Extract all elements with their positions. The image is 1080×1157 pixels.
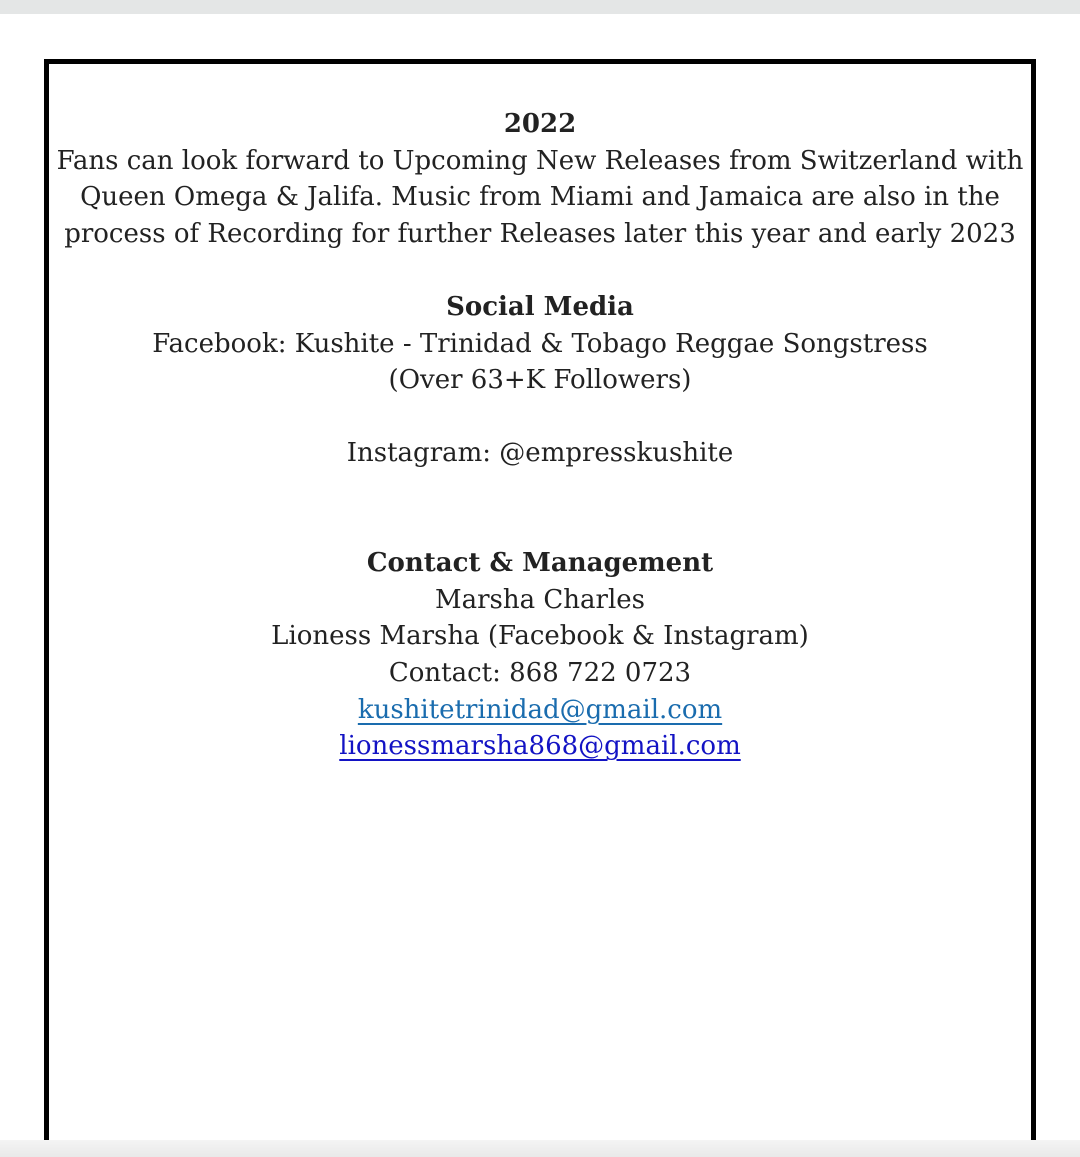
followers-line: (Over 63+K Followers) <box>388 365 692 396</box>
facebook-line: Facebook: Kushite - Trinidad & Tobago Reggae Songstress <box>152 328 928 359</box>
top-strip <box>0 0 1080 14</box>
contact-title: Contact & Management <box>366 548 714 579</box>
section-2022-title: 2022 <box>503 109 577 139</box>
section-2022-line-2: Queen Omega & Jalifa. Music from Miami and Jamaica are also in the <box>80 182 1000 213</box>
contact-name: Marsha Charles <box>434 584 646 615</box>
spacer <box>49 399 1031 436</box>
section-2022-line-1: Fans can look forward to Upcoming New Releases from Switzerland with <box>56 145 1024 176</box>
bottom-shade <box>0 1140 1080 1157</box>
email-link-lioness[interactable]: lionessmarsha868@gmail.com <box>339 731 741 762</box>
spacer <box>49 472 1031 545</box>
email-link-kushite[interactable]: kushitetrinidad@gmail.com <box>357 694 723 725</box>
document-content <box>49 106 1031 765</box>
section-2022-line-3: process of Recording for further Releases later this year and early 2023 <box>64 218 1016 249</box>
contact-social: Lioness Marsha (Facebook & Instagram) <box>271 621 809 652</box>
instagram-line: Instagram: @empresskushite <box>346 438 734 469</box>
social-media-title: Social Media <box>446 291 634 322</box>
spacer <box>49 252 1031 289</box>
contact-phone: Contact: 868 722 0723 <box>388 657 692 688</box>
document-page <box>44 59 1036 1157</box>
